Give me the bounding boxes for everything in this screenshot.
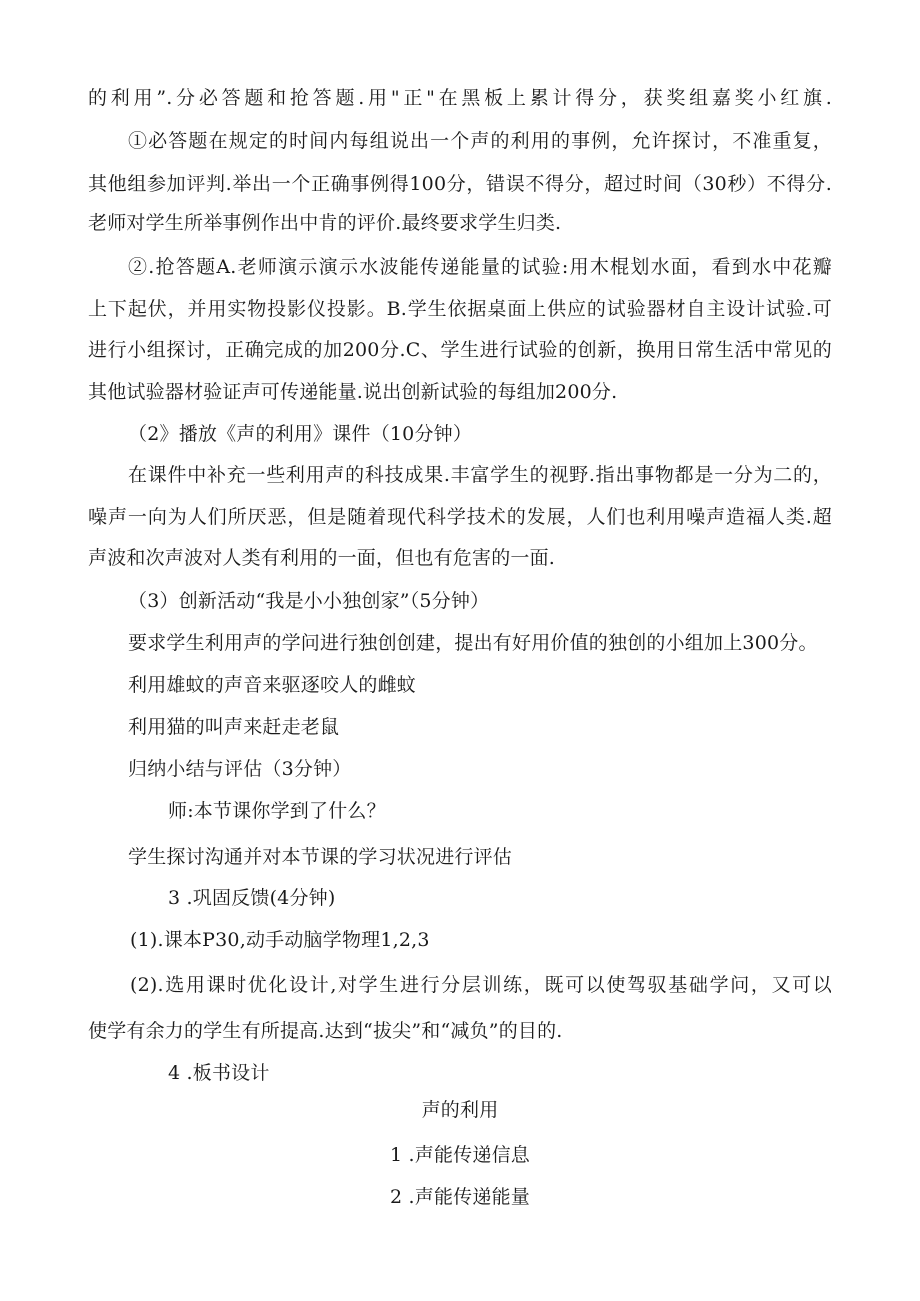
section-heading: 3 .巩固反馈(4分钟) bbox=[168, 887, 336, 909]
board-item: 1 .声能传递信息 bbox=[390, 1144, 530, 1166]
paragraph-line: 进行小组探讨，正确完成的加200分.C、学生进行试验的创新，换用日常生活中常见的 bbox=[88, 339, 832, 361]
paragraph-line: 使学有余力的学生有所提高.达到“拔尖”和“减负”的目的. bbox=[88, 1020, 563, 1042]
paragraph-line: 上下起伏，并用实物投影仪投影。B.学生依据桌面上供应的试验器材自主设计试验.可 bbox=[88, 298, 832, 320]
paragraph-line: 在课件中补充一些利用声的科技成果.丰富学生的视野.指出事物都是一分为二的， bbox=[128, 464, 832, 486]
paragraph-line: (2).选用课时优化设计,对学生进行分层训练，既可以使驾驭基础学问，又可以 bbox=[130, 974, 832, 996]
paragraph-line: ①必答题在规定的时间内每组说出一个声的利用的事例，允许探讨，不准重复， bbox=[128, 130, 832, 152]
paragraph-line: 其他组参加评判.举出一个正确事例得100分，错误不得分，超过时间（30秒）不得分. bbox=[88, 173, 832, 195]
paragraph-line: 噪声一向为人们所厌恶，但是随着现代科学技术的发展，人们也利用噪声造福人类.超 bbox=[88, 506, 832, 528]
section-heading: （2》播放《声的利用》课件（10分钟） bbox=[128, 423, 473, 445]
section-heading: （3）创新活动“我是小小独创家”（5分钟） bbox=[128, 590, 490, 612]
paragraph-line: 要求学生利用声的学问进行独创创建，提出有好用价值的独创的小组加上300分。 bbox=[128, 632, 818, 654]
paragraph-line: (1).课本P30,动手动脑学物理1,2,3 bbox=[130, 929, 430, 951]
paragraph-line: 师:本节课你学到了什么？ bbox=[168, 800, 386, 822]
paragraph-line: 老师对学生所举事例作出中肯的评价.最终要求学生归类. bbox=[88, 212, 562, 234]
paragraph-line: 的利用”.分必答题和抢答题.用"正"在黑板上累计得分，获奖组嘉奖小红旗. bbox=[88, 87, 832, 109]
paragraph-line: 学生探讨沟通并对本节课的学习状况进行评估 bbox=[128, 846, 513, 868]
paragraph-line: 利用雄蚊的声音来驱逐咬人的雌蚊 bbox=[128, 674, 417, 696]
section-heading: 归纳小结与评估（3分钟） bbox=[128, 758, 352, 780]
paragraph-line: ②.抢答题A.老师演示演示水波能传递能量的试验:用木棍划水面，看到水中花瓣 bbox=[128, 256, 832, 278]
board-item: 2 .声能传递能量 bbox=[390, 1186, 530, 1208]
paragraph-line: 利用猫的叫声来赶走老鼠 bbox=[128, 716, 340, 738]
paragraph-line: 其他试验器材验证声可传递能量.说出创新试验的每组加200分. bbox=[88, 381, 618, 403]
board-title: 声的利用 bbox=[421, 1099, 499, 1121]
section-heading: 4 .板书设计 bbox=[168, 1062, 270, 1084]
paragraph-line: 声波和次声波对人类有利用的一面，但也有危害的一面. bbox=[88, 547, 556, 569]
